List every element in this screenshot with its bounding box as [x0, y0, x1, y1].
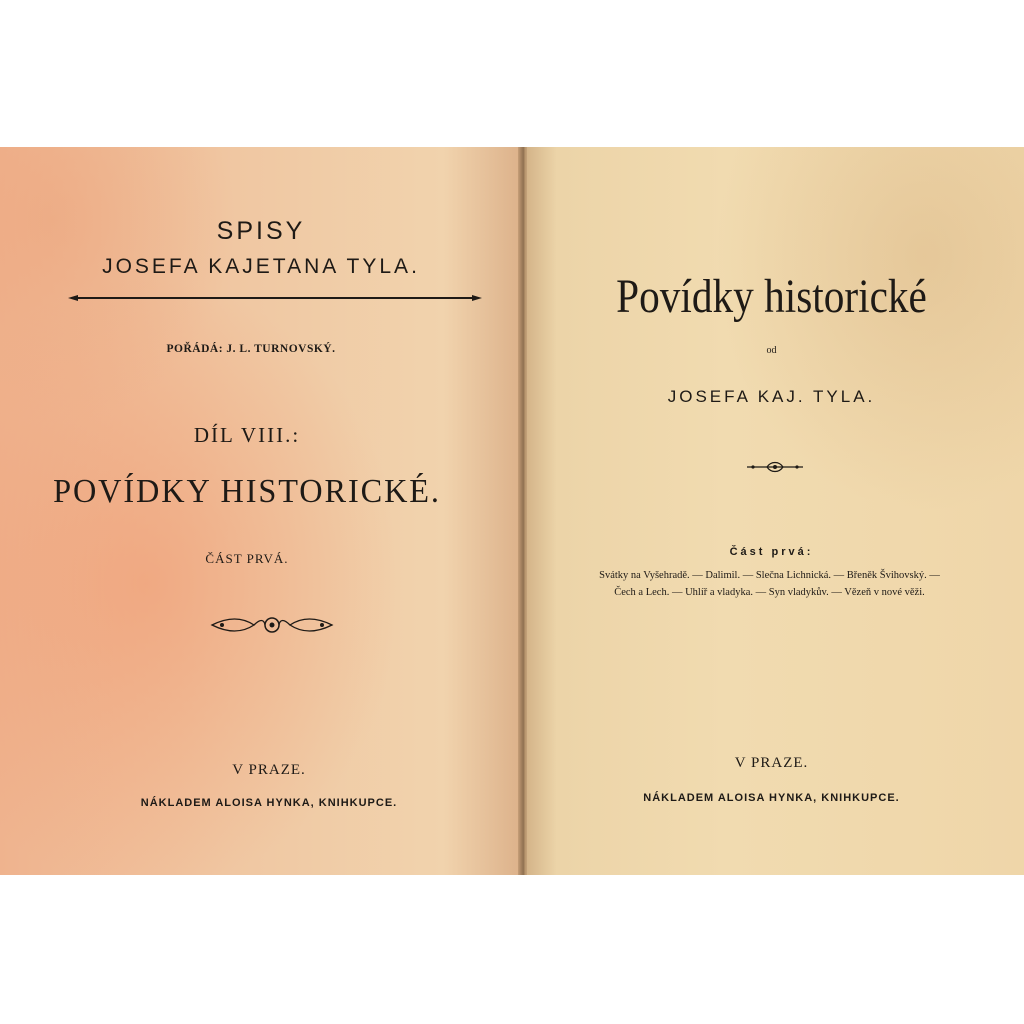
decorative-rule [68, 295, 482, 301]
contents-line: Čech a Lech. — Uhlíř a vladyka. — Syn vladykův. — Vězeň v nové věži. [614, 587, 925, 598]
book-title: Povídky historické [616, 270, 927, 323]
series-author: JOSEFA KAJETANA TYLA. [102, 255, 420, 278]
ornament-icon [208, 613, 336, 637]
publication-city: V PRAZE. [232, 762, 306, 778]
book-author: JOSEFA KAJ. TYLA. [667, 387, 876, 406]
publisher-line: NÁKLADEM ALOISA HYNKA, KNIHKUPCE. [643, 792, 900, 804]
publisher-line: NÁKLADEM ALOISA HYNKA, KNIHKUPCE. [140, 797, 398, 809]
series-title: SPISY [216, 217, 306, 245]
right-page [527, 147, 1024, 875]
editor-line: POŘÁDÁ: J. L. TURNOVSKÝ. [166, 343, 336, 355]
ornament-icon [745, 460, 805, 474]
left-page [0, 147, 522, 875]
book-spread [0, 147, 1024, 875]
contents-line: Svátky na Vyšehradě. — Dalimil. — Slečna Lichnická. — Břeněk Švihovský. — [599, 570, 940, 581]
part-label: ČÁST PRVÁ. [205, 551, 289, 566]
publication-city: V PRAZE. [734, 755, 809, 771]
part-label: Část prvá: [729, 546, 814, 558]
by-label: od [766, 345, 777, 356]
volume-title: POVÍDKY HISTORICKÉ. [53, 473, 441, 510]
volume-number: DÍL VIII.: [193, 423, 301, 447]
